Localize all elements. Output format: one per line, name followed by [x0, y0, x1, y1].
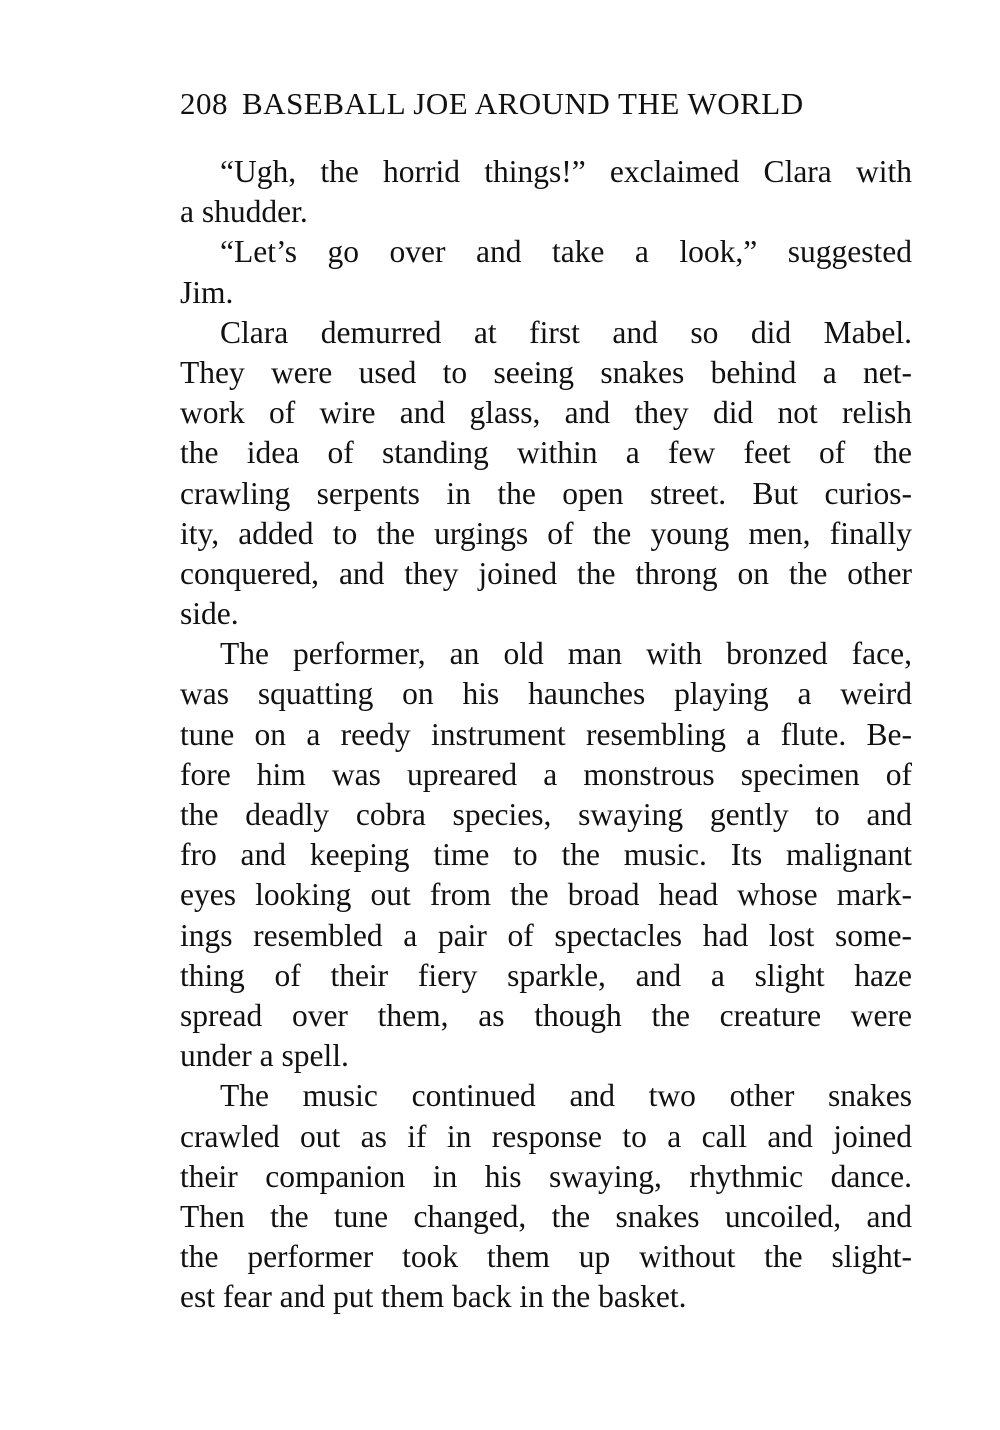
- text-line: eyes looking out from the broad head whose mark-: [180, 877, 912, 913]
- text-line: the idea of standing within a few feet of the: [180, 435, 912, 471]
- text-line: They were used to seeing snakes behind a net-: [180, 354, 912, 390]
- text-line: The music continued and two other snakes: [220, 1078, 912, 1114]
- text-line: crawling serpents in the open street. But curios-: [180, 475, 912, 511]
- paragraph: [180, 152, 912, 232]
- body-text: [180, 152, 912, 1317]
- text-line: work of wire and glass, and they did not relish: [180, 395, 912, 431]
- text-line: fro and keeping time to the music. Its malignant: [180, 837, 912, 873]
- text-line: Jim.: [180, 274, 234, 310]
- text-line: crawled out as if in response to a call and joined: [180, 1118, 912, 1154]
- text-line: The performer, an old man with bronzed face,: [220, 636, 912, 672]
- text-line: their companion in his swaying, rhythmic dance.: [180, 1158, 912, 1194]
- text-line: Then the tune changed, the snakes uncoiled, and: [180, 1198, 912, 1234]
- text-line: the performer took them up without the slight-: [180, 1239, 912, 1275]
- paragraph: [180, 1076, 912, 1317]
- text-line: was squatting on his haunches playing a weird: [180, 676, 912, 712]
- text-line: Clara demurred at first and so did Mabel.: [220, 314, 912, 350]
- paragraph: [180, 313, 912, 635]
- text-line: the deadly cobra species, swaying gently to and: [180, 797, 912, 832]
- text-line: ity, added to the urgings of the young men, finally: [180, 515, 912, 551]
- text-line: fore him was upreared a monstrous specimen of: [180, 756, 912, 792]
- running-header: [180, 86, 890, 122]
- text-line: “Let’s go over and take a look,” suggested: [220, 234, 912, 270]
- text-line: conquered, and they joined the throng on the other: [180, 555, 912, 591]
- running-title: BASEBALL JOE AROUND THE WORLD: [242, 86, 804, 121]
- page-number: 208: [180, 86, 228, 121]
- text-line: spread over them, as though the creature were: [180, 997, 912, 1033]
- paragraph: [180, 634, 912, 1076]
- text-line: ings resembled a pair of spectacles had lost some-: [180, 917, 912, 953]
- text-line: a shudder.: [180, 194, 308, 230]
- text-line: “Ugh, the horrid things!” exclaimed Clara with: [220, 154, 912, 189]
- paragraph: [180, 232, 912, 312]
- text-line: side.: [180, 596, 239, 632]
- text-line: tune on a reedy instrument resembling a flute. Be-: [180, 716, 912, 752]
- text-line: est fear and put them back in the basket.: [180, 1279, 687, 1315]
- text-line: under a spell.: [180, 1038, 349, 1074]
- text-line: thing of their fiery sparkle, and a slight haze: [180, 957, 912, 993]
